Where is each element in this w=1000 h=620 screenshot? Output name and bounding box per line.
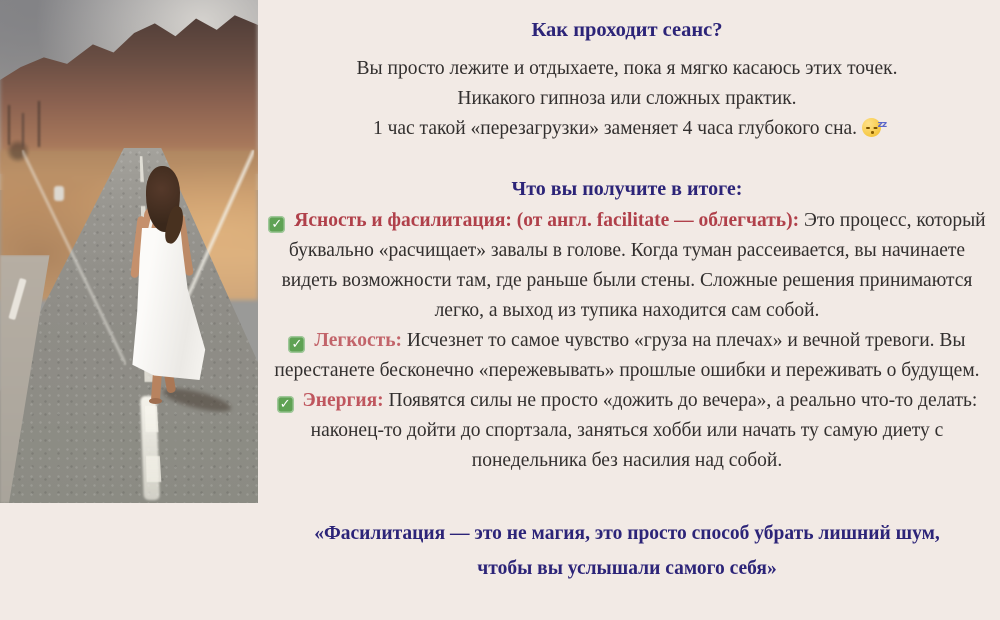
closing-quote <box>266 516 988 586</box>
quote-line: «Фасилитация — это не магия, это просто способ убрать лишний шум, <box>314 523 940 544</box>
intro-line <box>266 114 988 144</box>
checkmark-icon: ✓ <box>277 396 294 413</box>
intro-line-text: 1 час такой «перезагрузки» заменяет 4 часа глубокого сна. <box>372 118 858 139</box>
quote-line: чтобы вы услышали самого себя» <box>477 558 777 579</box>
photo-woman-foot <box>149 398 162 404</box>
content-panel <box>258 0 1000 620</box>
checkmark-icon: ✓ <box>288 336 305 353</box>
benefit-clarity <box>266 206 988 326</box>
benefit-lead: Энергия: <box>302 390 384 411</box>
benefit-text: Появятся силы не просто «дожить до вечера», а реально что-то делать: наконец-то дойти до спортзала, заняться хобби или начать ту самую диету с понедельника без насилия над собой. <box>310 390 978 471</box>
intro-line: Вы просто лежите и отдыхаете, пока я мягко касаюсь этих точек. <box>356 58 898 79</box>
sleeping-face-emoji <box>862 118 887 137</box>
benefit-lightness <box>266 326 988 386</box>
benefit-lead: Легкость: <box>314 330 403 351</box>
checkmark-icon: ✓ <box>268 216 285 233</box>
benefit-text: Это процесс, который буквально «расчищает» завалы в голове. Когда туман рассеивается, вы начинаете видеть возможности там, где раньше были стены. Сложные решения принимаются легко, а выход из тупика находится сам собой. <box>281 210 986 321</box>
benefit-lead: Ясность и фасилитация: (от англ. facilitate — облегчать): <box>294 210 800 231</box>
hero-photo <box>0 0 258 503</box>
benefit-text: Исчезнет то самое чувство «груза на плечах» и вечной тревоги. Вы перестанете бесконечно «пережевывать» прошлые ошибки и переживать о будущем. <box>274 330 980 381</box>
benefit-energy <box>266 386 988 476</box>
photo-road-edge-left <box>22 150 126 365</box>
zzz-glyph: zz <box>877 120 887 130</box>
intro-line: Никакого гипноза или сложных практик. <box>457 88 797 109</box>
benefits-title: Что вы получите в итоге: <box>511 178 743 200</box>
section-title: Как проходит сеанс? <box>531 19 723 41</box>
